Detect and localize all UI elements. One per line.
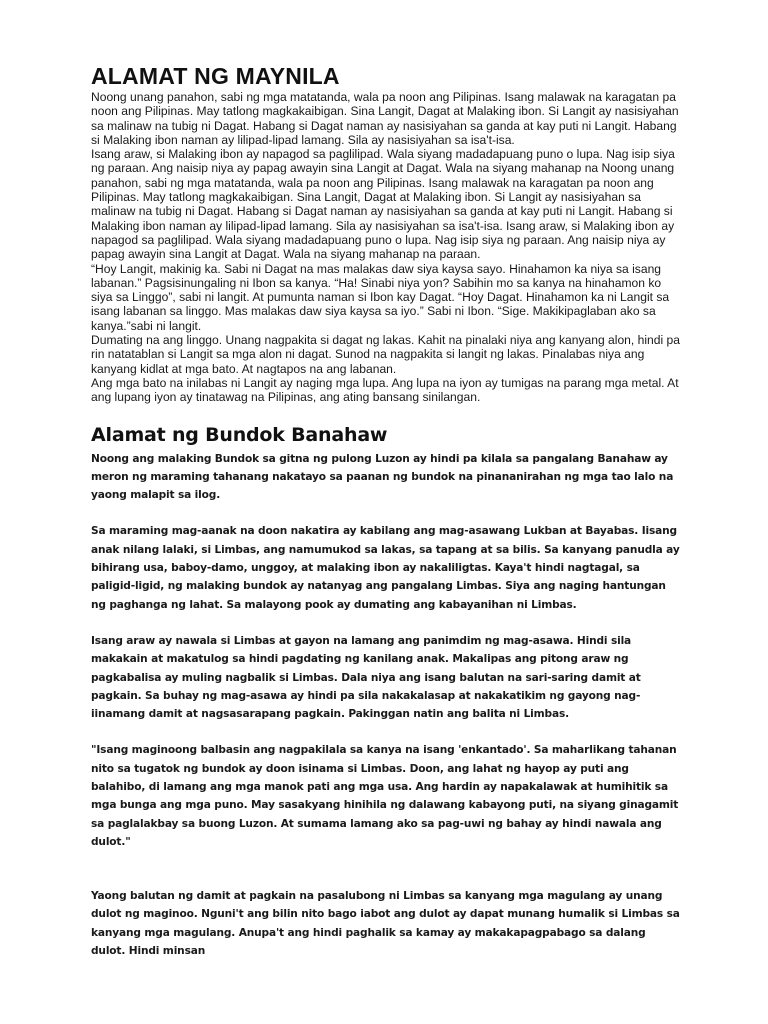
section-title: Alamat ng Bundok Banahaw (91, 423, 388, 446)
section-body (91, 90, 681, 405)
paragraph: Isang araw, si Malaking ibon ay napagod sa paglilipad. Wala siyang madadapuang puno o lupa. Nag isip siya ng paraan. Ang naisip niya ay papag awayin sina Langit at Dagat. Wala na siyang mahanap na Noong unang panahon, sabi ng mga matatanda, wala pa noon ang Pilipinas. Isang malawak na karagatan pa noon ang Pilipinas. May tatlong magkakaibigan. Sina Langit, Dagat at Malaking ibon. Si Langit ay nasisiyahan sa malinaw na tubig ni Dagat. Habang si Dagat naman ay nasisiyahan sa ganda at kay puti ni Langit. Habang si Malaking ibon naman ay lilipad-lipad lamang. Sila ay nasisiyahan sa isa't-isa. Isang araw, si Malaking ibon ay napagod sa paglilipad. Wala siyang madadapuang puno o lupa. Nag isip siya ng paraan. Ang naisip niya ay papag awayin sina Langit at Dagat. Wala na siyang mahanap na paraan. (91, 147, 675, 262)
paragraph: Yaong balutan ng damit at pagkain na pasalubong ni Limbas sa kanyang mga magulang ay unang dulot ng maginoo. Nguni't ang bilin nito bago iabot ang dulot ay dapat munang humalik si Limbas sa kanyang mga magulang. Anupa't ang hindi paghalik sa kamay ay makakapagpabago sa dalang dulot. Hindi minsan (91, 890, 680, 958)
paragraph: “Hoy Langit, makinig ka. Sabi ni Dagat na mas malakas daw siya kaysa sayo. Hinahamon ka niya sa isang labanan.” Pagsisinungaling ni Ibon sa kanya. “Ha! Sinabi niya yon? Sabihin mo sa kanya na hinahamon ko siya sa Linggo”, sabi ni langit. At pumunta naman si Ibon kay Dagat. “Hoy Dagat. Hinahamon ka ni Langit sa isang labanan sa linggo. Mas malakas daw siya kaysa sa iyo.” Sabi ni Ibon. “Sige. Makikipaglaban ako sa kanya.”sabi ni langit. (91, 261, 670, 333)
paragraph: "Isang maginoong balbasin ang nagpakilala sa kanya na isang 'enkantado'. Sa maharlikang tahanan nito sa tugatok ng bundok ay doon isinama si Limbas. Doon, ang lahat ng hayop ay puti ang balahibo, di lamang ang mga manok pati ang mga usa. Ang hardin ay napakalawak at humihitik sa mga bunga ang mga puno. May sasakyang hinihila ng dalawang kabayong puti, na siyang ginagamit sa paglalakbay sa buong Luzon. At sumama lamang ako sa pag-uwi ng bahay ay hindi nawala ang dulot." (91, 744, 679, 848)
paragraph: Dumating na ang linggo. Unang nagpakita si dagat ng lakas. Kahit na pinalaki niya ang kanyang alon, hindi pa rin natatablan si Langit sa mga alon ni dagat. Sunod na nagpakita si langit ng lakas. Pinalabas niya ang kanyang kidlat at mga bato. At nagtapos na ang labanan. (91, 333, 680, 376)
section-body (91, 450, 681, 961)
paragraph: Ang mga bato na inilabas ni Langit ay naging mga lupa. Ang lupa na iyon ay tumigas na parang mga metal. At ang lupang iyon ay tinatawag na Pilipinas, ang ating bansang sinilangan. (91, 375, 679, 405)
document-page (91, 62, 681, 978)
paragraph: Sa maraming mag-aanak na doon nakatira ay kabilang ang mag-asawang Lukban at Bayabas. Iisang anak nilang lalaki, si Limbas, ang namumukod sa lakas, sa tapang at sa bilis. Sa kanyang panudla ay bihirang usa, baboy-damo, unggoy, at malaking ibon ay nakaliligtas. Kaya't hindi nagtagal, sa paligid-ligid, ng malaking bundok ay natanyag ang pangalang Limbas. Siya ang naging hantungan ng paghanga ng lahat. Sa malayong pook ay dumating ang kabayanihan ni Limbas. (91, 525, 680, 611)
paragraph: Noong ang malaking Bundok sa gitna ng pulong Luzon ay hindi pa kilala sa pangalang Banahaw ay meron ng maraming tahanang nakatayo sa paanan ng bundok na pinananirahan ng mga tao lalo na yaong malapit sa ilog. (91, 452, 674, 502)
paragraph: Isang araw ay nawala si Limbas at gayon na lamang ang panimdim ng mag-asawa. Hindi sila makakain at makatulog sa hindi pagdating ng kanilang anak. Makalipas ang pitong araw ng pagkabalisa ay muling nagbalik si Limbas. Dala niya ang isang balutan na sari-saring damit at pagkain. Sa buhay ng mag-asawa ay hindi pa sila nakakalasap at nakakatikim ng gayong nag-iinamang damit at nagsasarapang pagkain. Pakinggan natin ang balita ni Limbas. (91, 634, 641, 721)
paragraph: Noong unang panahon, sabi ng mga matatanda, wala pa noon ang Pilipinas. Isang malawak na karagatan pa noon ang Pilipinas. May tatlong magkakaibigan. Sina Langit, Dagat at Malaking ibon. Si Langit ay nasisiyahan sa malinaw na tubig ni Dagat. Habang si Dagat naman ay nasisiyahan sa ganda at kay puti ni Langit. Habang si Malaking ibon naman ay lilipad-lipad lamang. Sila ay nasisiyahan sa isa't-isa. (91, 90, 679, 147)
section-title: ALAMAT NG MAYNILA (91, 63, 340, 89)
